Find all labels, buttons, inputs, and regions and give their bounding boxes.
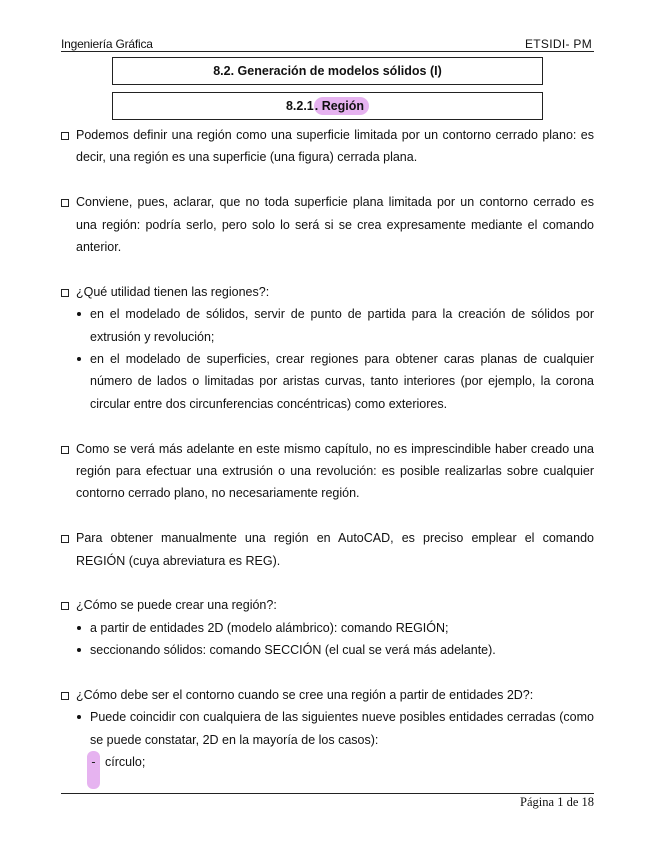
paragraph-text: ¿Cómo se puede crear una región?: bbox=[76, 598, 277, 613]
paragraph-text: Conviene, pues, aclarar, que no toda superficie plana limitada por un contorno cerrado es una región: podría serlo, pero solo lo será si se crea expresamente mediante el comando anterior. bbox=[76, 195, 594, 255]
body-content bbox=[61, 124, 594, 774]
sub-list-item bbox=[61, 751, 594, 773]
square-bullet-icon bbox=[61, 132, 69, 140]
list-item-text: en el modelado de sólidos, servir de punto de partida para la creación de sólidos por extrusión y revolución; bbox=[90, 307, 594, 344]
list-item bbox=[61, 617, 594, 639]
header-divider bbox=[61, 51, 594, 52]
list-item-text: seccionando sólidos: comando SECCIÓN (el cual se verá más adelante). bbox=[90, 643, 496, 658]
paragraph bbox=[61, 438, 594, 505]
subsection-title-box bbox=[112, 92, 543, 120]
square-bullet-icon bbox=[61, 289, 69, 297]
header-institution: ETSIDI- PM bbox=[524, 37, 592, 51]
paragraph-text: Para obtener manualmente una región en AutoCAD, es preciso emplear el comando REGIÓN (cuya abreviatura es REG). bbox=[76, 531, 594, 568]
subsection-number: 8.2.1 bbox=[285, 99, 314, 113]
sub-list-item-text: círculo; bbox=[105, 755, 146, 770]
paragraph-text: Como se verá más adelante en este mismo capítulo, no es imprescindible haber creado una región para efectuar una extrusión o una revolución: es posible realizarlas sobre cualquier contorno cerrado plano, no necesariamente región. bbox=[76, 441, 594, 501]
paragraph bbox=[61, 594, 594, 616]
square-bullet-icon bbox=[61, 692, 69, 700]
paragraph bbox=[61, 191, 594, 258]
paragraph bbox=[61, 281, 594, 303]
bullet-dot-icon bbox=[77, 648, 81, 652]
paragraph-text: ¿Cómo debe ser el contorno cuando se cree una región a partir de entidades 2D?: bbox=[76, 688, 534, 703]
paragraph-text: Podemos definir una región como una superficie limitada por un contorno cerrado plano: es decir, una región es una superficie (una figura) cerrada plana. bbox=[76, 128, 594, 165]
paragraph-text: ¿Qué utilidad tienen las regiones?: bbox=[76, 284, 270, 299]
footer-divider bbox=[61, 793, 594, 794]
paragraph bbox=[61, 684, 594, 706]
bullet-dot-icon bbox=[77, 357, 81, 361]
list-item-text: a partir de entidades 2D (modelo alámbrico): comando REGIÓN; bbox=[90, 620, 449, 635]
section-title: 8.2. Generación de modelos sólidos (I) bbox=[213, 64, 442, 78]
list-item-text: Puede coincidir con cualquiera de las siguientes nueve posibles entidades cerradas (como se puede constatar, 2D en la mayoría de los casos): bbox=[90, 710, 594, 747]
square-bullet-icon bbox=[61, 446, 69, 454]
list-item-text: en el modelado de superficies, crear regiones para obtener caras planas de cualquier número de lados o limitadas por aristas curvas, tanto interiores (por ejemplo, la corona circular entre dos circunferencias concéntricas) como exteriores. bbox=[90, 352, 594, 411]
list-item bbox=[61, 639, 594, 661]
subsection-title-highlight: . Región bbox=[314, 97, 369, 115]
bullet-dot-icon bbox=[77, 715, 81, 719]
square-bullet-icon bbox=[61, 602, 69, 610]
page-number: Página 1 de 18 bbox=[520, 795, 594, 809]
bullet-dot-icon bbox=[77, 312, 81, 316]
paragraph bbox=[61, 527, 594, 572]
bullet-dot-icon bbox=[77, 626, 81, 630]
dash-marker-highlight: - bbox=[87, 751, 100, 789]
header-course-name: Ingeniería Gráfica bbox=[61, 37, 153, 51]
section-title-box bbox=[112, 57, 543, 85]
list-item bbox=[61, 348, 594, 415]
list-item bbox=[61, 303, 594, 348]
square-bullet-icon bbox=[61, 199, 69, 207]
list-item bbox=[61, 706, 594, 751]
paragraph bbox=[61, 124, 594, 169]
square-bullet-icon bbox=[61, 535, 69, 543]
